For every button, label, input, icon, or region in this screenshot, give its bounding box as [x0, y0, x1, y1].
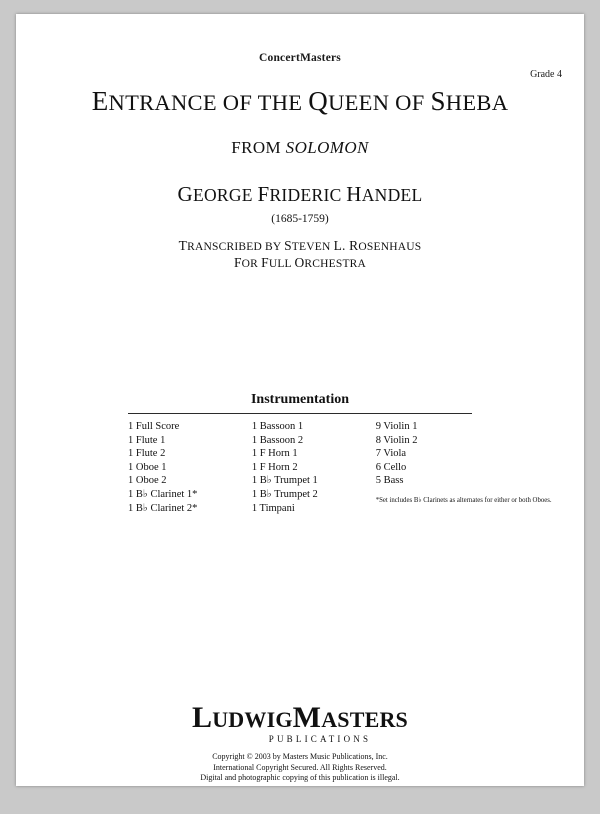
title-cap-e: E — [91, 86, 109, 116]
logo-masters-rest: ASTERS — [321, 707, 408, 732]
publisher-logo-wordmark — [16, 702, 584, 736]
instrumentation-column-1 — [128, 420, 242, 515]
list-item: 9 Violin 1 — [375, 421, 418, 432]
list-item: 1 B♭ Trumpet 2 — [251, 488, 318, 500]
list-item: 5 Bass — [375, 475, 404, 487]
ensemble-rest-3: RCHESTRA — [304, 258, 367, 270]
logo-masters: M — [292, 701, 322, 734]
list-item: 1 F Horn 1 — [251, 448, 298, 460]
transcriber-cap-lr: L. R — [333, 238, 359, 253]
title-cap-q: Q — [308, 86, 329, 116]
list-item: 1 B♭ Trumpet 1 — [251, 475, 318, 487]
ensemble-cap-o: O — [294, 255, 305, 270]
composer-rest-1: EORGE — [192, 185, 258, 205]
score-cover-page — [16, 14, 584, 786]
list-item: 1 Timpani — [251, 502, 295, 514]
list-item: 1 Oboe 2 — [128, 475, 167, 487]
logo-ludwig-rest: UDWIG — [212, 707, 293, 732]
subtitle-prefix: FROM — [231, 138, 286, 157]
instrumentation-footnote: *Set includes B♭ Clarinets as alternates for either or both Oboes. — [375, 496, 552, 504]
transcriber-rest-2: TEVEN — [291, 241, 334, 253]
list-item: 1 Bassoon 1 — [251, 421, 304, 432]
transcriber-rest-3: OSENHAUS — [358, 241, 422, 253]
publisher-logo-subtitle: PUBLICATIONS — [268, 734, 372, 744]
transcriber-cap-s: S — [284, 238, 292, 253]
list-item: 1 Bassoon 2 — [251, 434, 304, 446]
list-item: 1 B♭ Clarinet 2* — [128, 502, 198, 514]
copyright-line-1: Copyright © 2003 by Masters Music Publications, Inc. — [212, 752, 388, 761]
title-rest-3: HEBA — [445, 90, 509, 115]
ensemble-rest-2: ULL — [268, 258, 295, 270]
subtitle-work-title: SOLOMON — [285, 138, 369, 157]
source-work-line — [16, 138, 584, 158]
logo-ludwig: L — [192, 701, 213, 734]
ensemble-cap-f2: F — [261, 255, 269, 270]
list-item: 1 Flute 1 — [128, 434, 166, 446]
composer-cap-h: H — [346, 182, 362, 206]
ensemble-rest-1: OR — [241, 258, 262, 270]
list-item: 1 Oboe 1 — [128, 461, 167, 473]
title-rest-1: NTRANCE OF THE — [108, 90, 309, 115]
list-item: 1 B♭ Clarinet 1* — [128, 488, 198, 500]
list-item: 1 Flute 2 — [128, 448, 166, 460]
transcriber-credit — [16, 238, 584, 254]
title-rest-2: UEEN OF — [328, 90, 431, 115]
composer-cap-g: G — [177, 182, 193, 206]
grade-level: Grade 4 — [530, 69, 562, 80]
composer-name — [16, 182, 584, 207]
transcriber-cap-t: T — [178, 238, 188, 253]
transcriber-rest-1: RANSCRIBED BY — [187, 241, 285, 253]
list-item: 6 Cello — [375, 461, 407, 473]
title-cap-s: S — [430, 86, 446, 116]
ensemble-credit — [16, 255, 584, 271]
list-item: 1 Full Score — [128, 421, 180, 432]
composer-dates: (1685-1759) — [271, 213, 329, 225]
instrumentation-column-2 — [252, 420, 366, 515]
copyright-line-2: International Copyright Secured. All Rights Reserved. — [213, 762, 387, 772]
ensemble-cap-f: F — [233, 255, 242, 270]
instrumentation-divider — [128, 413, 472, 414]
composer-rest-3: ANDEL — [361, 185, 423, 205]
instrumentation-column-3 — [375, 420, 552, 515]
instrumentation-heading: Instrumentation — [250, 392, 349, 407]
list-item: 8 Violin 2 — [375, 434, 418, 446]
publisher-logo — [16, 702, 584, 744]
composer-rest-2: RIDERIC — [269, 185, 347, 205]
copyright-notice — [16, 752, 584, 784]
composer-cap-f: F — [257, 182, 270, 206]
list-item: 7 Viola — [375, 448, 407, 460]
copyright-line-3: Digital and photographic copying of this publication is illegal. — [200, 773, 400, 782]
instrumentation-columns — [128, 420, 552, 515]
instrumentation-block — [128, 392, 552, 515]
list-item: 1 F Horn 2 — [251, 461, 298, 473]
series-name: ConcertMasters — [259, 52, 341, 64]
page-title — [16, 86, 584, 117]
